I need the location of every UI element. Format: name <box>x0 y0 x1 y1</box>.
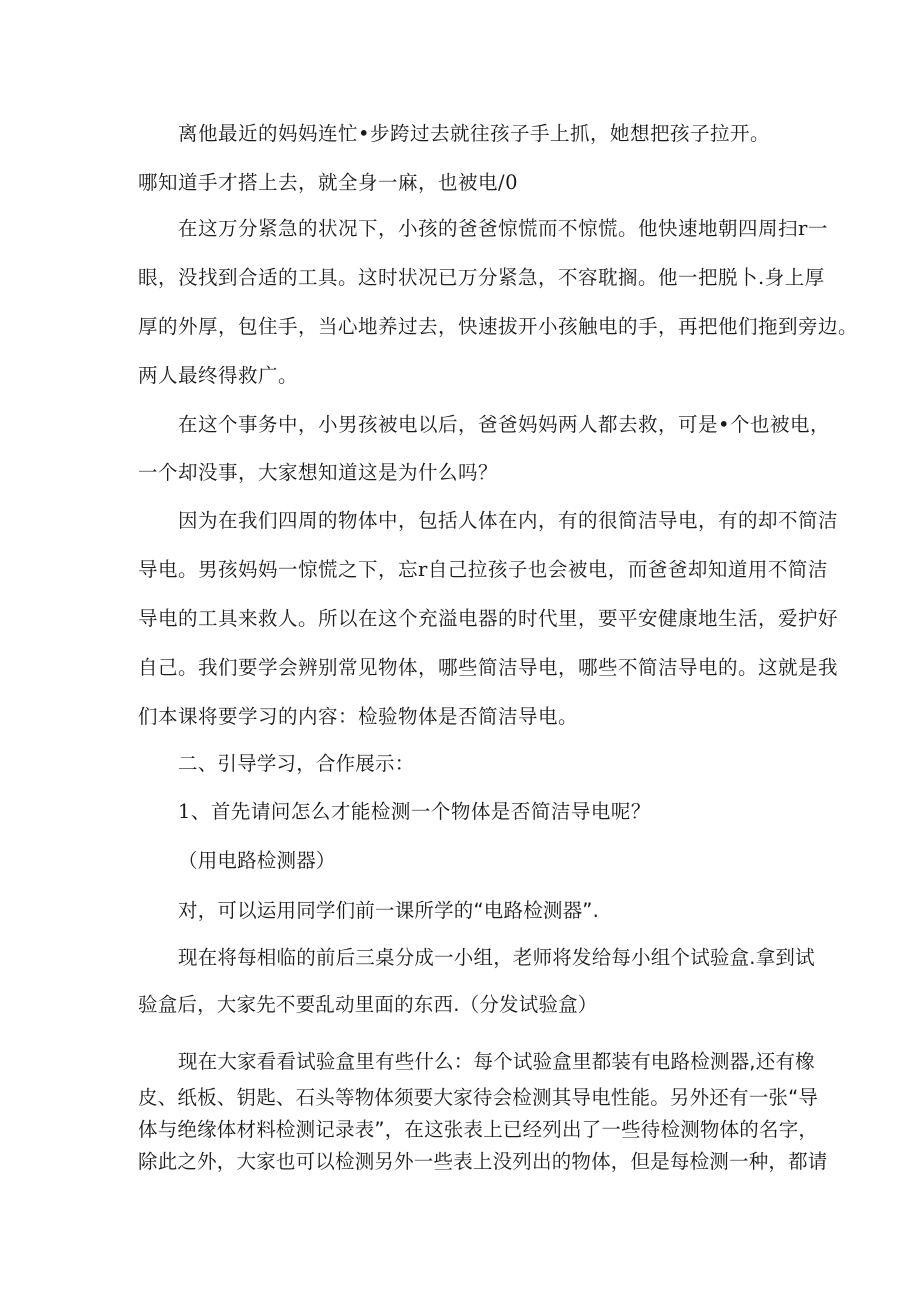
text-line: 导电的工具来救人。所以在这个充溢电器的时代里，要平安健康地生活，爱护好 <box>138 607 839 630</box>
text-line: 离他最近的妈妈连忙•步跨过去就往孩子手上抓，她想把孩子拉开。 <box>178 122 771 145</box>
section-heading: 二、引导学习，合作展示： <box>178 752 415 775</box>
text-line: 除此之外，大家也可以检测另外一些表上没列出的物体，但是每检测一种，都请 <box>138 1150 828 1173</box>
text-line: 因为在我们四周的物体中，包括人体在内，有的很简洁导电，有的却不简洁 <box>178 509 839 532</box>
text-line: 皮、纸板、钥匙、石头等物体须要大家待会检测其导电性能。另外还有一张“导 <box>138 1086 819 1109</box>
text-line: 体与绝缘体材料检测记录表”，在这张表上已经列出了一些待检测物体的名字， <box>138 1118 819 1141</box>
text-line: 在这万分紧急的状况下，小孩的爸爸惊慌而不惊慌。他快速地朝四周扫r一 <box>178 217 828 240</box>
text-line: 现在将每相临的前后三桌分成一小组，老师将发给每小组个试验盒.拿到试 <box>178 946 815 969</box>
text-line: 两人最终得救广。 <box>138 364 299 387</box>
text-line: 厚的外厚，包住手，当心地养过去，快速拔开小孩触电的手，再把他们拖到旁边。 <box>138 315 859 338</box>
text-line: 眼，没找到合适的工具。这时状况已万分紧急，不容耽搁。他一把脱卜.身上厚 <box>138 266 825 289</box>
text-line: 验盒后，大家先不要乱动里面的东西.（分发试验盒） <box>138 993 598 1016</box>
text-line: （用电路检测器） <box>178 849 336 872</box>
text-line: 导电。男孩妈妈一惊慌之下，忘r自己拉孩子也会被电，而爸爸却知道用不简洁 <box>138 558 828 581</box>
text-line: 自己。我们要学会辨别常见物体，哪些简洁导电，哪些不简洁导电的。这就是我 <box>138 656 839 679</box>
text-line: 对，可以运用同学们前一课所学的“电路检测器”. <box>178 899 600 922</box>
text-line: 一个却没事，大家想知道这是为什么吗？ <box>138 461 499 484</box>
text-line: 现在大家看看试验盒里有些什么：每个试验盒里都装有电路检测器,还有橡 <box>178 1050 815 1073</box>
text-line: 1、首先请问怎么才能检测一个物体是否简洁导电呢？ <box>178 800 651 823</box>
text-line: 哪知道手才搭上去，就全身一麻，也被电/0 <box>138 171 518 194</box>
text-line: 在这个事务中，小男孩被电以后，爸爸妈妈两人都去救，可是•个也被电， <box>178 413 831 436</box>
text-line: 们本课将要学习的内容：检验物体是否简洁导电。 <box>138 705 579 728</box>
